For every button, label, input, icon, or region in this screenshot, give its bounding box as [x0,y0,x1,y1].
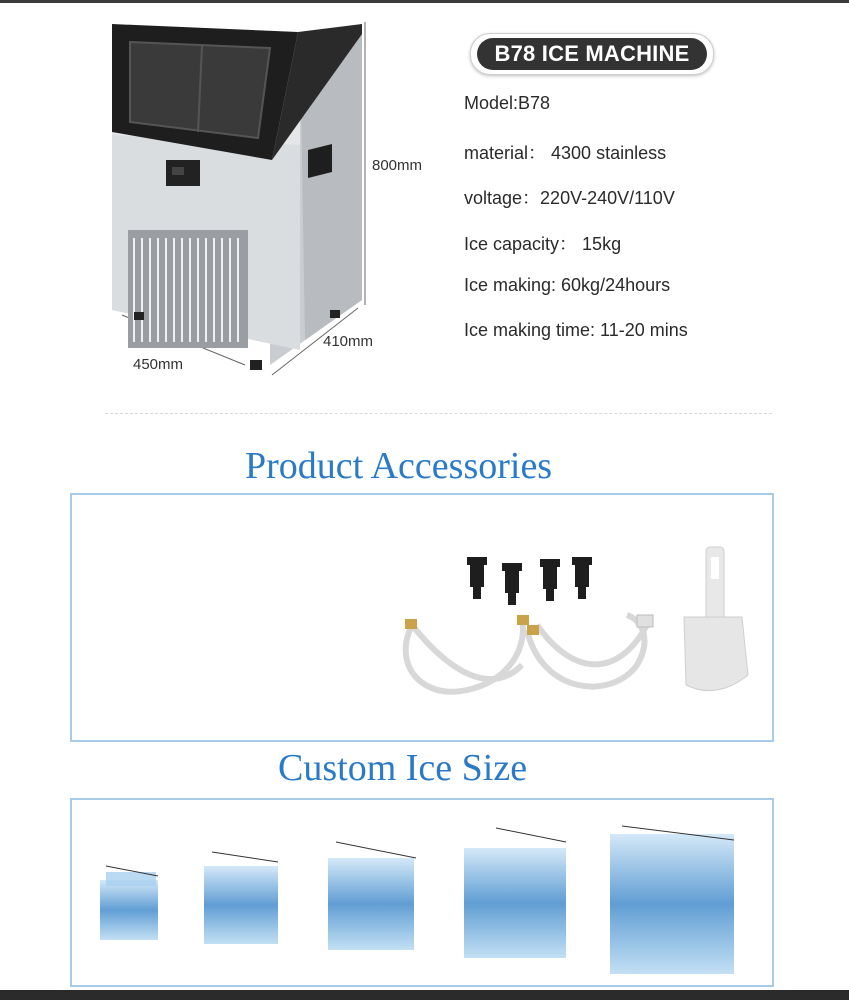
ice-scoop [684,547,748,691]
filter-plugs [467,557,592,605]
depth-dimension: 410mm [323,333,374,350]
accessories-heading: Product Accessories [245,445,553,487]
ice-cube-35mm [464,828,566,958]
spec-model: Model:B78 [464,93,551,113]
spec-material: material： 4300 stainless [464,143,667,163]
width-dimension: 450mm [133,356,184,373]
spec-ice-capacity: Ice capacity： 15kg [464,234,622,254]
bottom-border [0,990,849,1000]
ice-cubes-image [72,800,772,985]
hoses [406,615,647,692]
spec-ice-making-time: Ice making time: 11-20 mins [464,320,688,340]
ice-machine-image [100,10,500,395]
accessories-image [72,495,772,740]
ice-cube-30mm [328,842,416,950]
section-divider [105,413,772,414]
product-title-badge [470,33,714,75]
ice-size-panel [70,798,774,987]
accessories-panel [70,493,774,742]
spec-ice-making: Ice making: 60kg/24hours [464,275,671,295]
top-border [0,0,849,3]
height-dimension: 800mm [372,157,423,174]
spec-voltage: voltage：220V-240V/110V [464,188,675,208]
ice-cube-25mm [204,852,278,944]
ice-cube-40mm [610,826,734,974]
ice-size-heading: Custom Ice Size [278,747,528,789]
ice-cube-22mm [100,866,158,940]
product-title: B78 ICE MACHINE [477,38,707,70]
